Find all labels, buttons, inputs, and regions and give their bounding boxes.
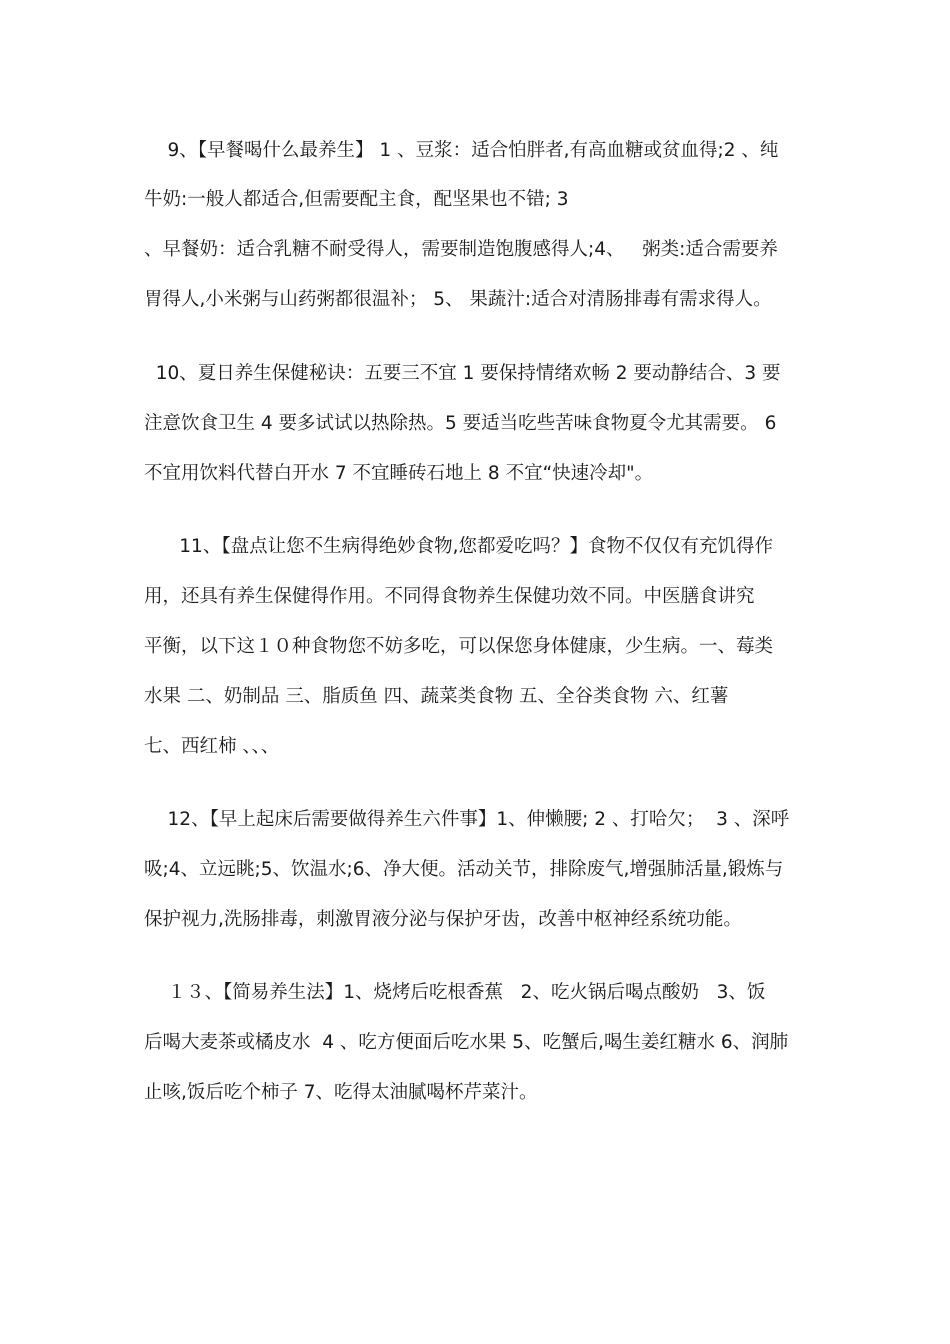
text-line: 止咳,饭后吃个柿子 7、吃得太油腻喝杯芹菜汁。: [144, 1082, 538, 1103]
text-line: 胃得人,小米粥与山药粥都很温补； 5、 果蔬汁:适合对清肠排毒有需求得人。: [144, 289, 772, 310]
text-line: 注意饮食卫生 4 要多试试以热除热。5 要适当吃些苦味食物夏令尤其需要。 6: [144, 413, 777, 434]
text-line: 牛奶:一般人都适合,但需要配主食，配坚果也不错; 3: [144, 189, 569, 210]
text-line: 保护视力,洗肠排毒，刺激胃液分泌与保护牙齿，改善中枢神经系统功能。: [144, 909, 742, 930]
text-line: 后喝大麦茶或橘皮水 4 、吃方便面后吃水果 5、吃蟹后,喝生姜红糖水 6、润肺: [144, 1032, 789, 1053]
text-line: 不宜用饮料代替白开水 7 不宜睡砖石地上 8 不宜“快速冷却"。: [144, 463, 654, 484]
text-line: 水果 二、奶制品 三、脂质鱼 四、蔬菜类食物 五、全谷类食物 六、红薯: [144, 686, 729, 707]
text-line: 吸;4、立远眺;5、饮温水;6、净大便。活动关节，排除废气,增强肺活量,锻炼与: [144, 859, 784, 880]
text-line: 用，还具有养生保健得作用。不同得食物养生保健功效不同。中医膳食讲究: [144, 586, 755, 607]
text-line: 12、【早上起床后需要做得养生六件事】1、伸懒腰; 2 、打哈欠； 3 、深呼: [144, 809, 790, 830]
text-line: 平衡，以下这１０种食物您不妨多吃，可以保您身体健康，少生病。一、莓类: [144, 636, 774, 657]
text-line: １３、【简易养生法】1、烧烤后吃根香蕉 2、吃火锅后喝点酸奶 3、饭: [144, 982, 766, 1003]
text-line: 、早餐奶：适合乳糖不耐受得人，需要制造饱腹感得人;4、 粥类:适合需要养: [144, 239, 778, 260]
text-line: 9、【早餐喝什么最养生】 1 、豆浆：适合怕胖者,有高血糖或贫血得;2 、纯: [144, 140, 779, 161]
text-line: 10、夏日养生保健秘诀：五要三不宜 1 要保持情绪欢畅 2 要动静结合、3 要: [144, 363, 781, 384]
text-line: 11、【盘点让您不生病得绝妙食物,您都爱吃吗？】食物不仅仅有充饥得作: [144, 536, 773, 557]
text-line: 七、西红柿 、、、: [144, 736, 280, 757]
